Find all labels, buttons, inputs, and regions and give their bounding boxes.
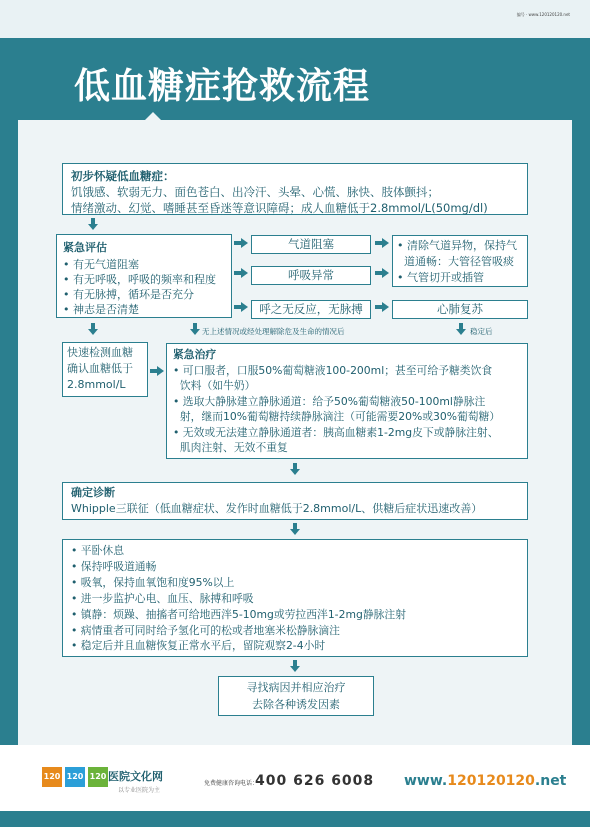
page-title: 低血糖症抢救流程	[74, 66, 371, 107]
airway-action-line: • 气管切开或插管	[397, 271, 484, 284]
care-item: • 稳定后并且血糖恢复正常水平后，留院观察2-4小时	[71, 639, 326, 653]
arrow-right-cpr	[375, 302, 389, 312]
emergency-assessment-heading: 紧急评估	[63, 241, 107, 254]
hotline-label: 免费健康咨询电话：	[204, 780, 259, 787]
stable-note: 稳定后	[470, 327, 493, 336]
arrow-down-stable	[456, 323, 466, 335]
problem-breathing-box	[251, 266, 371, 285]
arrow-down-1	[88, 218, 98, 230]
arrow-right-breathing-action	[375, 268, 389, 278]
airway-action-box	[392, 235, 528, 287]
arrow-down-glucose	[88, 323, 98, 335]
treatment-line: 肌肉注射、无效不重复	[173, 441, 288, 454]
problem-breathing: 呼吸异常	[288, 268, 334, 282]
suspect-line-2: 情绪激动、幻觉、嗜睡甚至昏迷等意识障碍；成人血糖低于2.8mmol/L(50mg/dl)	[71, 201, 488, 215]
emergency-treatment-heading: 紧急治疗	[173, 348, 217, 361]
top-note: 编号 · www.120120120.net	[516, 12, 570, 17]
diagnosis-box	[62, 482, 528, 520]
arrow-right-breathing	[234, 268, 248, 278]
cpr-label: 心肺复苏	[437, 302, 483, 316]
arrow-down-final	[290, 660, 300, 672]
problem-pulse: 呼之无反应，无脉搏	[259, 302, 363, 316]
treatment-line: • 无效或无法建立静脉通道者：胰高血糖素1-2mg皮下或静脉注射、	[173, 425, 499, 439]
care-box	[62, 539, 528, 657]
cpr-box	[392, 300, 528, 319]
arrow-down-after-handling	[190, 323, 200, 335]
arrow-right-treatment	[150, 366, 164, 376]
airway-action-line: 道通畅：大管径管吸痰	[397, 255, 514, 268]
emergency-treatment-box	[166, 343, 528, 459]
glucose-check-line: 2.8mmol/L	[67, 378, 126, 391]
final-box	[218, 676, 374, 716]
treatment-line: 射，继而10%葡萄糖持续静脉滴注（可能需要20%或30%葡萄糖）	[173, 410, 501, 423]
care-item: • 保持呼吸道通畅	[71, 559, 157, 573]
site-prefix: www.	[404, 773, 448, 789]
problem-airway: 气道阻塞	[288, 237, 334, 251]
website-url[interactable]	[404, 773, 566, 789]
care-item: • 镇静：烦躁、抽搐者可给地西泮5-10mg或劳拉西泮1-2mg静脉注射	[71, 607, 407, 621]
diagnosis-heading: 确定诊断	[71, 486, 115, 499]
treatment-line: • 可口服者，口服50%葡萄糖液100-200ml；甚至可给予糖类饮食	[173, 363, 493, 377]
brand-name: 医院文化网	[108, 770, 163, 783]
hotline-number: 400 626 6008	[255, 773, 375, 789]
glucose-check-line: 快速检测血糖	[67, 346, 133, 359]
diagnosis-text: Whipple三联征（低血糖症状、发作时血糖低于2.8mmol/L、供糖后症状迅速改善）	[71, 502, 483, 515]
logo-block: 120	[88, 767, 108, 787]
arrow-right-pulse	[234, 302, 248, 312]
footer-band	[0, 811, 590, 827]
suspect-heading: 初步怀疑低血糖症：	[71, 169, 175, 183]
treatment-line: • 选取大静脉建立静脉通道：给予50%葡萄糖液50-100ml静脉注	[173, 394, 486, 408]
brand-slogan: 以专业医院为主	[118, 787, 161, 794]
arrow-right-airway	[234, 238, 248, 248]
care-item: • 进一步监护心电、血压、脉搏和呼吸	[71, 591, 254, 605]
panel-notch	[143, 112, 163, 122]
assessment-item: • 神志是否清楚	[63, 303, 139, 316]
problem-airway-box	[251, 235, 371, 254]
assessment-item: • 有无脉搏，循环是否充分	[63, 288, 194, 301]
site-suffix: .net	[534, 773, 567, 789]
suspect-line-1: 饥饿感、软弱无力、面色苍白、出冷汗、头晕、心慌、脉快、肢体颤抖；	[71, 185, 439, 199]
assessment-item: • 有无呼吸，呼吸的频率和程度	[63, 273, 216, 286]
treatment-line: 饮料（如牛奶）	[173, 379, 256, 392]
glucose-check-line: 确认血糖低于	[67, 362, 133, 375]
glucose-check-box	[62, 342, 148, 397]
arrow-down-diagnosis	[290, 463, 300, 475]
airway-action-line: • 清除气道异物，保持气	[397, 239, 517, 252]
final-line-1: 寻找病因并相应治疗	[246, 681, 346, 694]
assessment-item: • 有无气道阻塞	[63, 258, 139, 271]
care-item: • 吸氧，保持血氧饱和度95%以上	[71, 575, 235, 589]
problem-pulse-box	[251, 300, 371, 319]
suspect-box	[62, 163, 528, 215]
arrow-down-care	[290, 523, 300, 535]
final-line-2: 去除各种诱发因素	[252, 698, 340, 711]
care-item: • 平卧休息	[71, 544, 124, 557]
emergency-assessment-box	[56, 234, 232, 318]
logo	[42, 767, 108, 787]
logo-block: 120	[65, 767, 85, 787]
no-threat-note: 无上述情况或经处理解除危及生命的情况后	[202, 327, 345, 336]
care-item: • 病情重者可同时给予氢化可的松或者地塞米松静脉滴注	[71, 623, 340, 637]
site-number: 120120120	[447, 773, 535, 789]
top-stripe	[0, 0, 590, 38]
logo-block: 120	[42, 767, 62, 787]
arrow-right-airway-action	[375, 238, 389, 248]
